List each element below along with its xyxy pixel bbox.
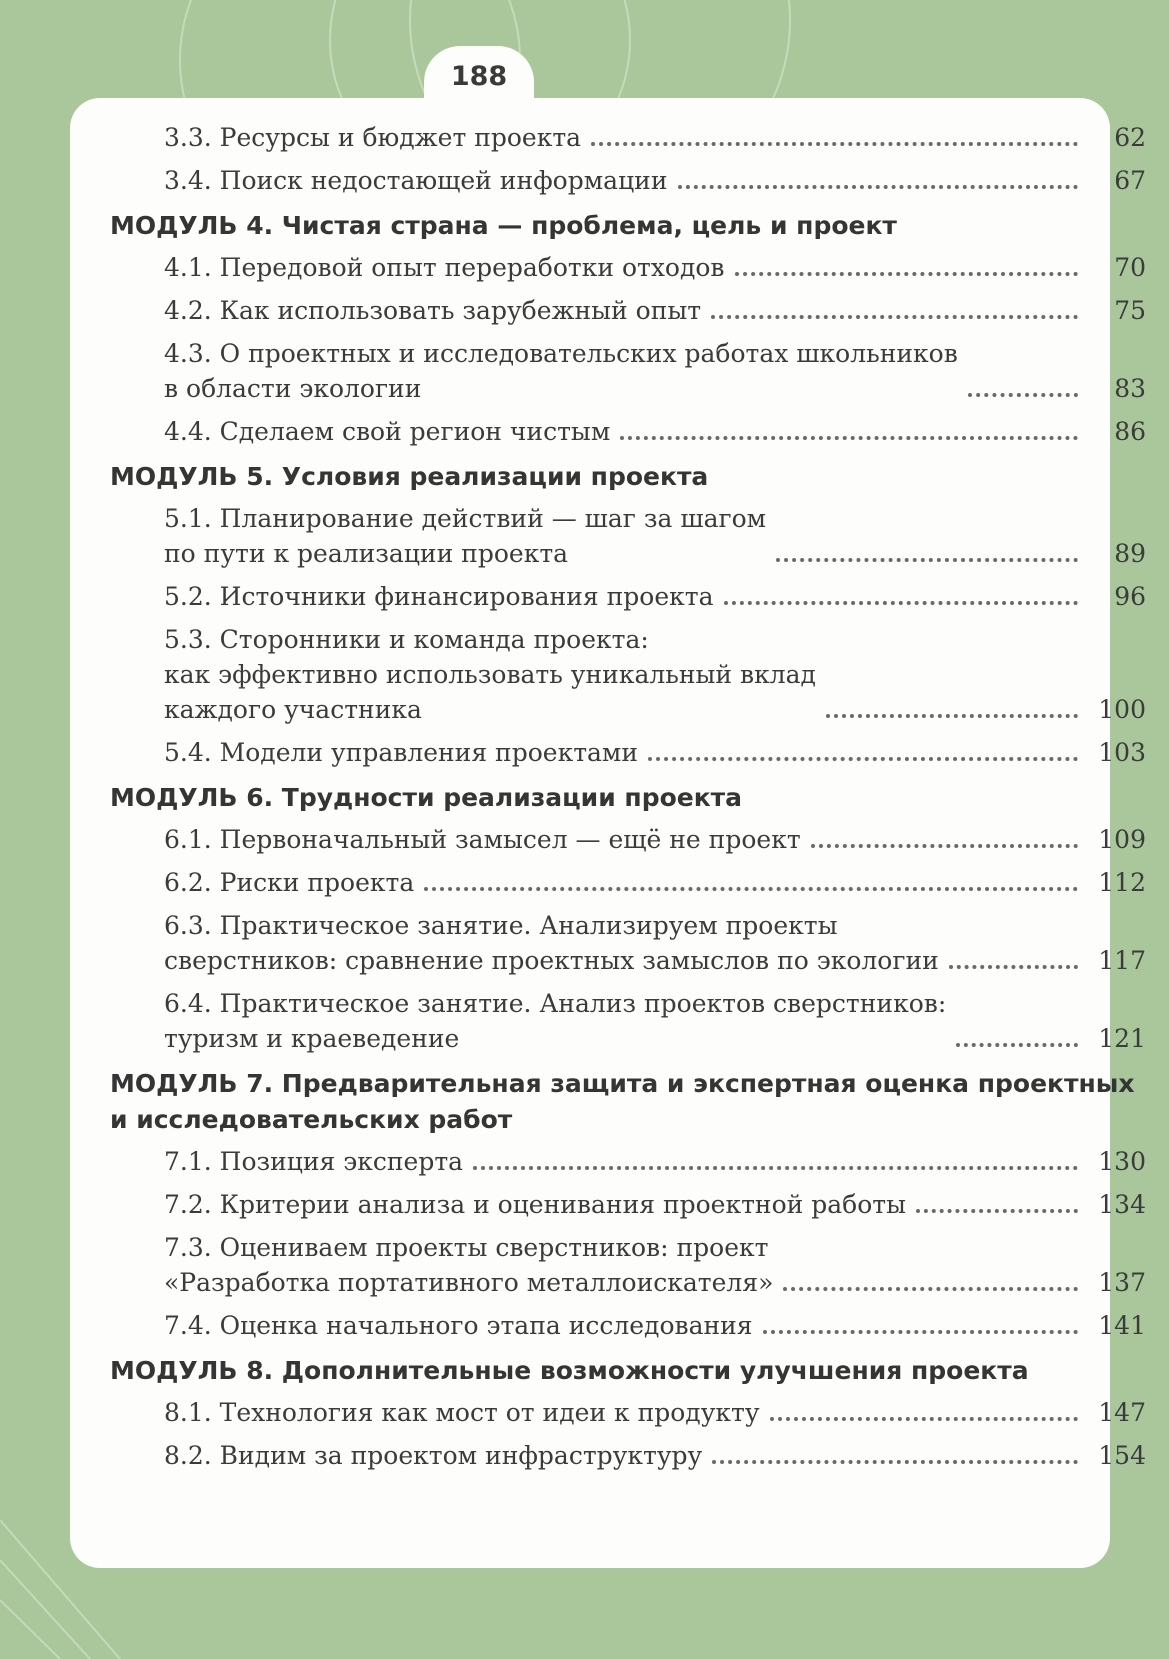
toc-entry xyxy=(108,501,1146,571)
page-number: 188 xyxy=(424,46,534,116)
entry-title xyxy=(164,414,610,449)
entry-page-number: 103 xyxy=(1098,738,1146,767)
entry-title-line: 3.4. Поиск недостающей информации xyxy=(164,166,668,195)
dot-leader xyxy=(678,185,1079,189)
entry-title xyxy=(164,986,946,1056)
toc-entry xyxy=(108,414,1146,449)
entry-title xyxy=(164,1308,753,1343)
toc-entry xyxy=(108,120,1146,155)
dot-leader xyxy=(776,558,1078,562)
dot-leader xyxy=(724,601,1079,605)
entry-title xyxy=(164,865,414,900)
dot-leader xyxy=(916,1209,1078,1213)
entry-title-line: 7.1. Позиция эксперта xyxy=(164,1147,464,1176)
entry-title xyxy=(164,822,801,857)
dot-leader xyxy=(712,1460,1078,1464)
entry-page-number: 83 xyxy=(1114,374,1146,403)
entry-title xyxy=(164,120,581,155)
entry-title xyxy=(164,1230,773,1300)
entry-page-number: 121 xyxy=(1098,1024,1146,1053)
entry-page-number: 130 xyxy=(1098,1147,1146,1176)
entry-title-line: 4.3. О проектных и исследовательских работах школьников xyxy=(164,339,958,368)
toc-entry xyxy=(108,908,1146,978)
dot-leader xyxy=(620,436,1078,440)
entry-title-line: 7.4. Оценка начального этапа исследования xyxy=(164,1311,753,1340)
entry-title xyxy=(164,1187,906,1222)
toc-entry xyxy=(108,986,1146,1056)
toc-entry xyxy=(108,865,1146,900)
module-heading: МОДУЛЬ 7. Предварительная защита и экспертная оценка проектных и исследовательских работ xyxy=(110,1069,1135,1134)
entry-title-line: 5.3. Сторонники и команда проекта: xyxy=(164,625,649,654)
entry-title-line: 4.1. Передовой опыт переработки отходов xyxy=(164,253,725,282)
entry-title xyxy=(164,163,668,198)
toc-entry xyxy=(108,1230,1146,1300)
entry-page-number: 96 xyxy=(1114,582,1146,611)
entry-title-line: 6.3. Практическое занятие. Анализируем проекты xyxy=(164,911,838,940)
dot-leader xyxy=(770,1417,1078,1421)
entry-title-line: 6.4. Практическое занятие. Анализ проектов сверстников: xyxy=(164,989,947,1018)
entry-title-line: как эффективно использовать уникальный вклад xyxy=(164,660,816,689)
entry-title-line: 7.2. Критерии анализа и оценивания проектной работы xyxy=(164,1190,906,1219)
entry-page-number: 117 xyxy=(1098,946,1146,975)
entry-title-line: «Разработка портативного металлоискателя» xyxy=(164,1268,774,1297)
toc-entry xyxy=(108,336,1146,406)
entry-title-line: 6.2. Риски проекта xyxy=(164,868,415,897)
entry-title xyxy=(164,735,638,770)
entry-title-line: 8.2. Видим за проектом инфраструктуру xyxy=(164,1441,703,1470)
entry-title-line: 5.2. Источники финансирования проекта xyxy=(164,582,714,611)
entry-page-number: 75 xyxy=(1114,296,1146,325)
dot-leader xyxy=(648,757,1078,761)
entry-title xyxy=(164,501,766,571)
entry-title-line: 5.4. Модели управления проектами xyxy=(164,738,639,767)
entry-title xyxy=(164,622,816,727)
dot-leader xyxy=(424,887,1078,891)
entry-title-line: по пути к реализации проекта xyxy=(164,539,569,568)
toc-entry xyxy=(108,622,1146,727)
entry-title-line: 5.1. Планирование действий — шаг за шагом xyxy=(164,504,767,533)
toc-entry xyxy=(108,293,1146,328)
entry-page-number: 62 xyxy=(1114,123,1146,152)
toc-entry xyxy=(108,163,1146,198)
toc-entry xyxy=(108,1395,1146,1430)
entry-page-number: 141 xyxy=(1098,1311,1146,1340)
entry-page-number: 109 xyxy=(1098,825,1146,854)
dot-leader xyxy=(826,714,1078,718)
dot-leader xyxy=(473,1166,1078,1170)
dot-leader xyxy=(949,965,1078,969)
entry-title xyxy=(164,1395,760,1430)
toc-entry xyxy=(108,1144,1146,1179)
module-heading: МОДУЛЬ 5. Условия реализации проекта xyxy=(110,462,709,491)
entry-title-line: туризм и краеведение xyxy=(164,1024,460,1053)
dot-leader xyxy=(968,393,1078,397)
entry-title xyxy=(164,336,958,406)
entry-title-line: каждого участника xyxy=(164,695,422,724)
dot-leader xyxy=(783,1287,1078,1291)
toc-entry xyxy=(108,822,1146,857)
entry-title-line: в области экологии xyxy=(164,374,422,403)
entry-title-line: 4.4. Сделаем свой регион чистым xyxy=(164,417,611,446)
entry-title xyxy=(164,1144,463,1179)
entry-page-number: 147 xyxy=(1098,1398,1146,1427)
toc-entry xyxy=(108,579,1146,614)
entry-title xyxy=(164,293,701,328)
dot-leader xyxy=(763,1330,1078,1334)
entry-title-line: 3.3. Ресурсы и бюджет проекта xyxy=(164,123,582,152)
toc-entry xyxy=(108,250,1146,285)
entry-title-line: 4.2. Как использовать зарубежный опыт xyxy=(164,296,702,325)
entry-title xyxy=(164,1438,702,1473)
entry-page-number: 134 xyxy=(1098,1190,1146,1219)
entry-page-number: 112 xyxy=(1098,868,1146,897)
entry-page-number: 70 xyxy=(1114,253,1146,282)
toc-entry xyxy=(108,735,1146,770)
entry-title-line: 8.1. Технология как мост от идеи к продукту xyxy=(164,1398,760,1427)
entry-page-number: 86 xyxy=(1114,417,1146,446)
entry-title xyxy=(164,579,714,614)
module-heading: МОДУЛЬ 8. Дополнительные возможности улучшения проекта xyxy=(110,1356,1029,1385)
entry-page-number: 137 xyxy=(1098,1268,1146,1297)
entry-title xyxy=(164,908,939,978)
dot-leader xyxy=(711,315,1078,319)
module-heading: МОДУЛЬ 6. Трудности реализации проекта xyxy=(110,783,743,812)
dot-leader xyxy=(735,272,1079,276)
entry-title-line: сверстников: сравнение проектных замыслов по экологии xyxy=(164,946,939,975)
toc-entry xyxy=(108,1308,1146,1343)
toc-entry xyxy=(108,1187,1146,1222)
dot-leader xyxy=(811,844,1078,848)
entry-title-line: 7.3. Оцениваем проекты сверстников: проект xyxy=(164,1233,769,1262)
dot-leader xyxy=(956,1043,1078,1047)
entry-page-number: 100 xyxy=(1098,695,1146,724)
entry-title-line: 6.1. Первоначальный замысел — ещё не проект xyxy=(164,825,801,854)
entry-page-number: 154 xyxy=(1098,1441,1146,1470)
entry-page-number: 89 xyxy=(1114,539,1146,568)
entry-page-number: 67 xyxy=(1114,166,1146,195)
dot-leader xyxy=(591,142,1078,146)
module-heading: МОДУЛЬ 4. Чистая страна — проблема, цель и проект xyxy=(110,211,897,240)
entry-title xyxy=(164,250,725,285)
toc-entry xyxy=(108,1438,1146,1473)
table-of-contents xyxy=(108,120,1146,1481)
